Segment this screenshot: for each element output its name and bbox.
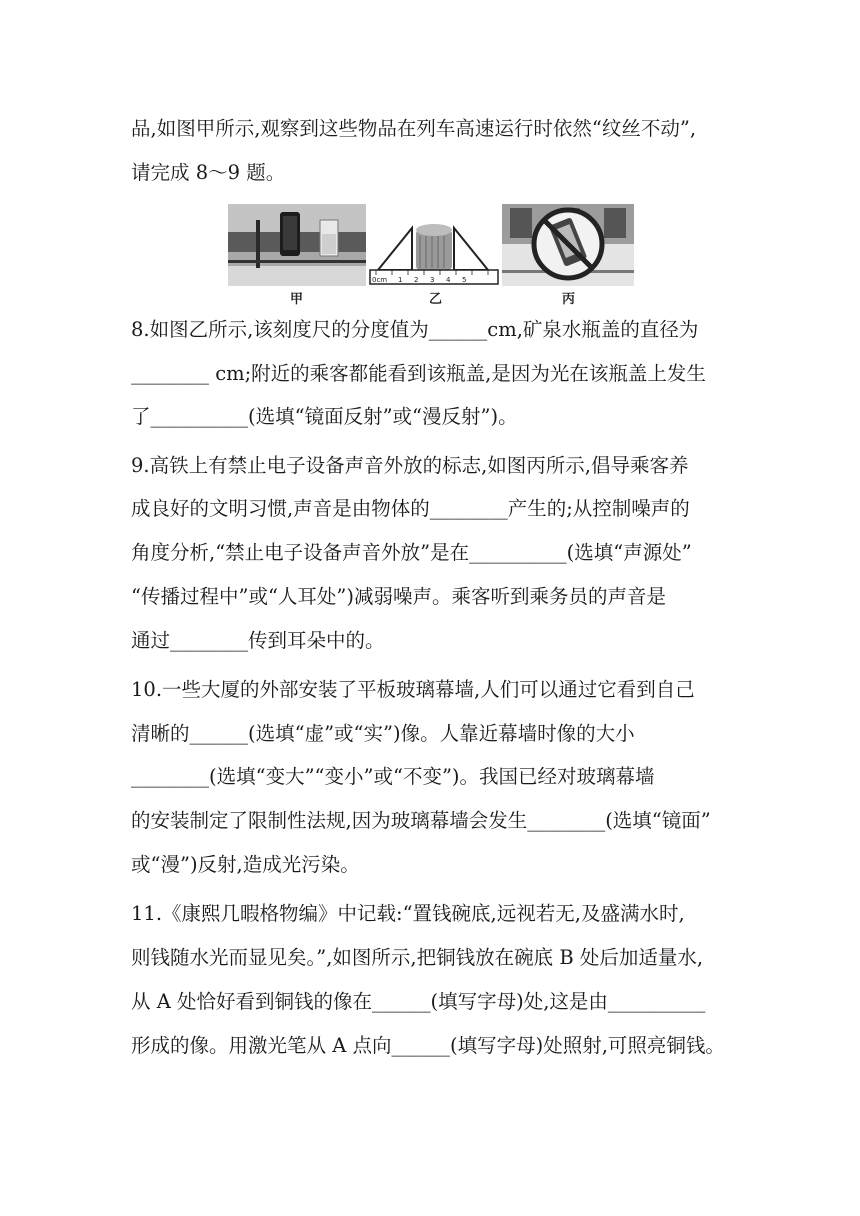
text-line: 的安装制定了限制性法规,因为玻璃幕墙会发生________(选填“镜面” (131, 809, 711, 832)
figure-bing-sign (502, 204, 634, 286)
text-line: 了__________(选填“镜面反射”或“漫反射”)。 (131, 405, 518, 428)
ruler-tick-label: 1 (398, 276, 403, 284)
figure-caption: 甲 (290, 292, 304, 307)
text-line: ________(选填“变大”“变小”或“不变”)。我国已经对玻璃幕墙 (131, 765, 655, 788)
text-line: 11.《康熙几暇格物编》中记载:“置钱碗底,远视若无,及盛满水时, (131, 902, 685, 925)
text-line: 或“漫”)反射,造成光污染。 (131, 853, 360, 876)
ruler-tick-label: 3 (430, 276, 435, 284)
text-line: 9.高铁上有禁止电子设备声音外放的标志,如图丙所示,倡导乘客养 (131, 454, 689, 477)
text-line: 清晰的______(选填“虚”或“实”)像。人靠近幕墙时像的大小 (131, 722, 635, 745)
text-line: 则钱随水光而显见矣。”,如图所示,把铜钱放在碗底 B 处后加适量水, (131, 946, 704, 969)
text-line: ________ cm;附近的乘客都能看到该瓶盖,是因为光在该瓶盖上发生 (131, 362, 706, 385)
text-line: 10.一些大厦的外部安装了平板玻璃幕墙,人们可以通过它看到自己 (131, 678, 695, 701)
text-line: 8.如图乙所示,该刻度尺的分度值为______cm,矿泉水瓶盖的直径为 (131, 318, 699, 341)
ruler-tick-label: 4 (446, 276, 451, 284)
text-line: 从 A 处恰好看到铜钱的像在______(填写字母)处,这是由__________ (131, 990, 706, 1013)
figure-jia-photo (228, 204, 366, 286)
figure-yi-ruler (368, 204, 500, 286)
figure-row (228, 204, 634, 307)
text-line: 角度分析,“禁止电子设备声音外放”是在__________(选填“声源处” (131, 541, 692, 564)
text-line: 请完成 8～9 题。 (131, 161, 286, 184)
figure-caption: 丙 (562, 292, 576, 307)
text-line: 形成的像。用激光笔从 A 点向______(填写字母)处照射,可照亮铜钱。 (131, 1034, 725, 1057)
text-line: 通过________传到耳朵中的。 (131, 629, 385, 652)
text-line: 成良好的文明习惯,声音是由物体的________产生的;从控制噪声的 (131, 497, 690, 520)
text-line: 品,如图甲所示,观察到这些物品在列车高速运行时依然“纹丝不动”, (131, 117, 697, 140)
ruler-tick-label: 2 (414, 276, 419, 284)
ruler-tick-label: 0cm (372, 276, 388, 284)
text-line: “传播过程中”或“人耳处”)减弱噪声。乘客听到乘务员的声音是 (131, 585, 666, 608)
figure-caption: 乙 (429, 292, 443, 307)
ruler-tick-label: 5 (462, 276, 467, 284)
